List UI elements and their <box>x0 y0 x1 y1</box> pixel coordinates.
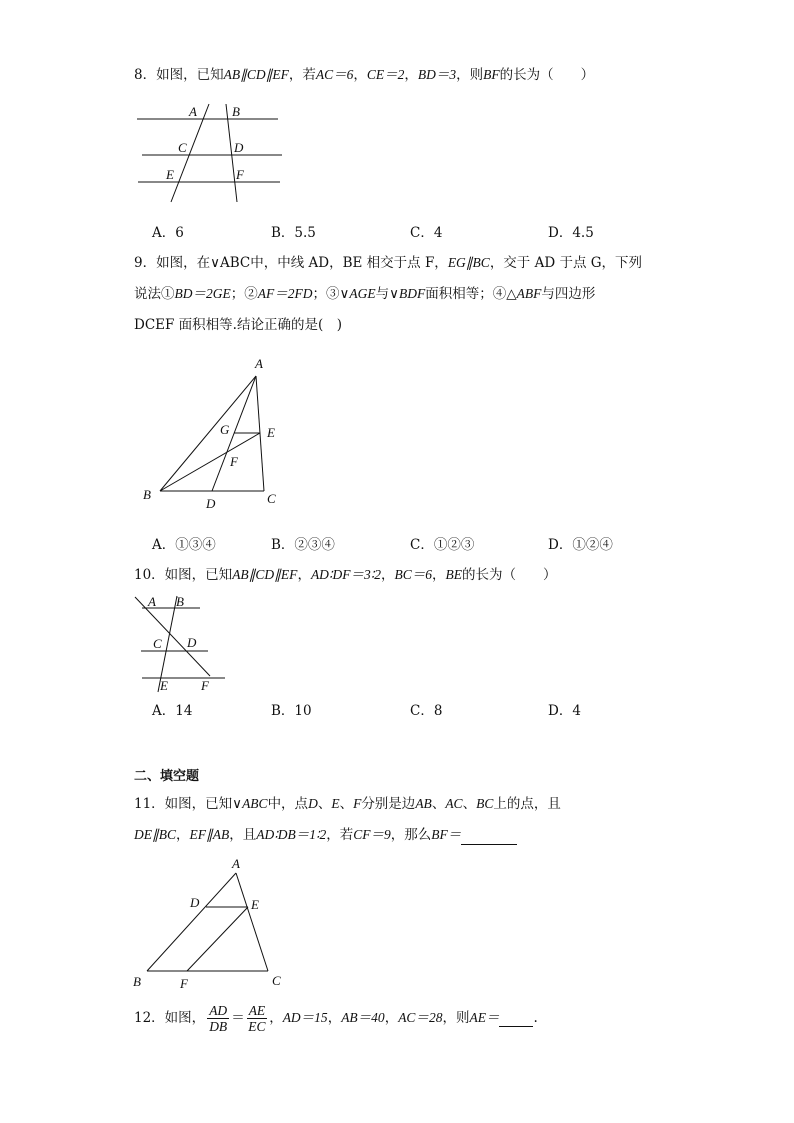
q9-label-b: B <box>143 487 151 502</box>
q10-label-c: C <box>153 636 162 651</box>
q11-stem-line2: DE∥BC，EF∥AB，且AD∶DB＝1∶2，若CF＝9，那么BF＝ <box>134 826 517 845</box>
q10-option-b[interactable]: B．10 <box>271 703 312 719</box>
q9-label-a: A <box>255 356 263 371</box>
q11-answer-blank[interactable] <box>461 826 517 845</box>
q10-option-c[interactable]: C．8 <box>410 703 443 719</box>
q9-stem-line3: DCEF 面积相等.结论正确的是( ) <box>134 317 342 333</box>
q9-figure <box>138 356 288 516</box>
q10-stem: 10．如图，已知AB∥CD∥EF，AD∶DF＝3∶2，BC＝6，BE的长为（ ） <box>134 567 557 583</box>
q8-label-b: B <box>232 104 240 119</box>
q8-label-a: A <box>189 104 197 119</box>
q9-label-c: C <box>267 491 276 506</box>
q11-figure <box>130 852 290 994</box>
q10-option-d[interactable]: D．4 <box>548 703 581 719</box>
q8-label-d: D <box>234 140 244 155</box>
q11-label-c: C <box>272 973 281 988</box>
q9-option-c[interactable]: C．①②③ <box>410 537 475 553</box>
q9-option-d[interactable]: D．①②④ <box>548 537 613 553</box>
q8-option-d[interactable]: D．4.5 <box>548 225 594 241</box>
q8-option-a[interactable]: A．6 <box>152 225 184 241</box>
q11-label-b: B <box>133 974 141 989</box>
q10-option-a[interactable]: A．14 <box>152 703 193 719</box>
q12-stem: 12．如图， $\frac{AD}{DB}$ ＝ $\frac{AE}{EC}$ ，AD＝15，AB＝40，AC＝28，则AE＝ . <box>134 1003 538 1034</box>
q12-answer-blank[interactable] <box>499 1010 533 1027</box>
q10-label-f: F <box>201 678 209 693</box>
q9-option-a[interactable]: A．①③④ <box>152 537 216 553</box>
q10-label-b: B <box>176 594 184 609</box>
q8-option-c[interactable]: C．4 <box>410 225 443 241</box>
q12-fraction-ae-ec: $\frac{AE}{EC}$ <box>248 1003 266 1034</box>
q8-stem: 8．如图，已知AB∥CD∥EF，若AC＝6，CE＝2，BD＝3，则BF的长为（ ） <box>134 67 595 83</box>
section-fill-in-title: 二、填空题 <box>134 769 200 784</box>
q8-option-b[interactable]: B．5.5 <box>271 225 316 241</box>
q9-label-f: F <box>230 454 238 469</box>
q9-label-g: G <box>220 422 230 437</box>
q11-label-a: A <box>232 856 240 871</box>
q10-label-e: E <box>160 678 168 693</box>
q8-label-c: C <box>178 140 187 155</box>
q8-label-f: F <box>236 167 244 182</box>
q11-label-f: F <box>180 976 188 991</box>
q10-figure <box>134 592 234 694</box>
q11-label-d: D <box>190 895 200 910</box>
q11-label-e: E <box>251 897 259 912</box>
q12-fraction-ad-db: $\frac{AD}{DB}$ <box>209 1003 228 1034</box>
q10-label-a: A <box>148 594 156 609</box>
q10-label-d: D <box>187 635 197 650</box>
q9-option-b[interactable]: B．②③④ <box>271 537 335 553</box>
q9-label-e: E <box>267 425 275 440</box>
q9-label-d: D <box>206 496 216 511</box>
q9-stem-line1: 9．如图，在∨ABC中，中线 AD，BE 相交于点 F，EG∥BC，交于 AD 于点 G，下列 <box>134 255 643 271</box>
q9-stem-line2: 说法①BD＝2GE；②AF＝2FD；③∨AGE与∨BDF面积相等；④△ABF与四边形 <box>134 286 596 302</box>
q8-label-e: E <box>166 167 174 182</box>
q8-figure <box>130 98 290 208</box>
q11-stem-line1: 11．如图，已知∨ABC中，点D、E、F分别是边AB、AC、BC上的点，且 <box>134 796 561 812</box>
